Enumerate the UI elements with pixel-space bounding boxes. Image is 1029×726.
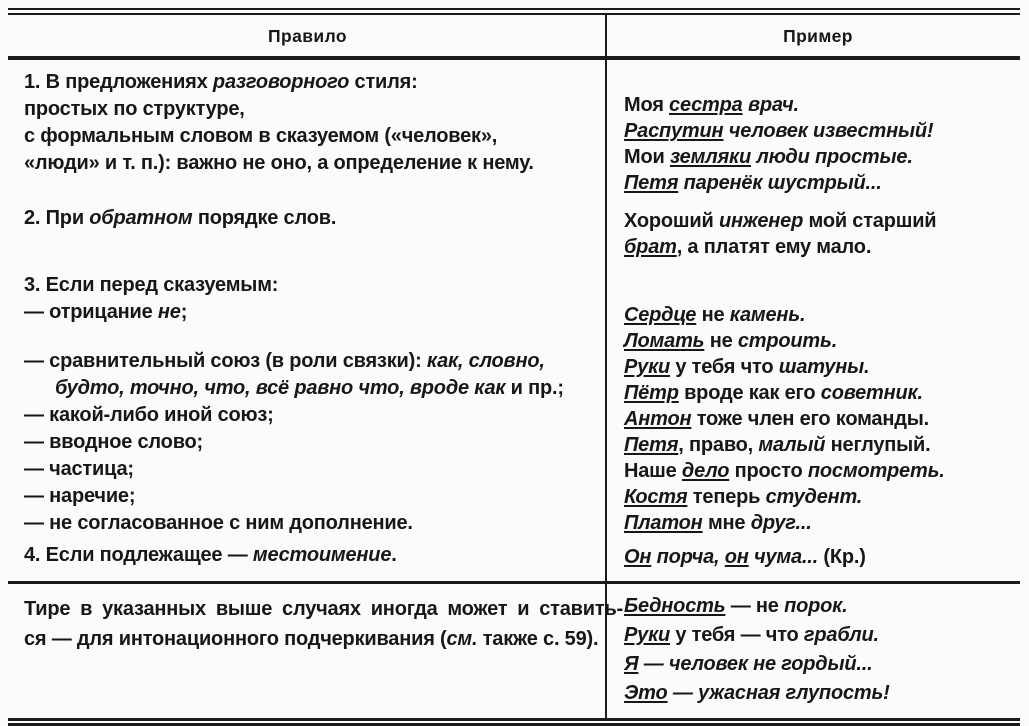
text-line: Распутин человек известный! [624,120,934,142]
text-line: Антон тоже член его команды. [624,408,929,430]
text-line: — наречие; [24,485,136,507]
header-rule-label: Правило [8,15,607,56]
text-line: — сравнительный союз (в роли связки): как, словно, [24,350,545,372]
example-3-block [624,302,1012,536]
text-line: — частица; [24,458,134,480]
text-line: 1. В предложениях разговорного стиля: [24,71,418,93]
text-line: Бедность — не порок. [624,595,848,617]
text-line: Мои земляки люди простые. [624,146,913,168]
text-line: Руки у тебя — что грабли. [624,624,879,646]
table-footer-row [8,584,1020,718]
text-line: ся — для интонационного подчеркивания (см. также с. 59). [24,628,599,650]
footer-rule-cell [8,584,623,718]
examples-column [607,60,1020,581]
header-example-label: Пример [783,26,853,46]
text-line: 3. Если перед сказуемым: [24,274,279,296]
text-line: Пётр вроде как его советник. [624,382,923,404]
text-line: Петя паренёк шустрый... [624,172,882,194]
rule-3-block [24,272,591,537]
text-line: — какой-либо иной союз; [24,404,274,426]
rules-column [8,60,607,581]
text-line: Тире в указанных выше случаях иногда может и ставить- [24,598,623,620]
text-line: — отрицание не; [24,301,188,323]
table-body-row [8,60,1020,584]
text-line: Петя, право, малый неглупый. [624,434,931,456]
text-line: Ломать не строить. [624,330,838,352]
text-line [24,326,591,348]
text-line: Хороший инженер мой старший [624,210,937,232]
text-line: 4. Если подлежащее — местоимение. [24,544,397,566]
table-header-row [8,15,1020,60]
text-line: Это — ужасная глупость! [624,682,890,704]
rule-1-block [24,69,591,177]
text-line: с формальным словом в сказуемом («человек», [24,125,498,147]
example-4-block [624,544,1012,570]
dash-rules-table [8,8,1020,726]
rule-4-block [24,542,591,569]
text-line: Наше дело просто посмотреть. [624,460,945,482]
text-line: Сердце не камень. [624,304,806,326]
text-line: Он порча, он чума... (Кр.) [624,546,866,568]
text-line: Руки у тебя что шатуны. [624,356,870,378]
text-line: Я — человек не гордый... [624,653,873,675]
example-2-block [624,208,1012,260]
text-line: — вводное слово; [24,431,203,453]
scanned-grammar-table-page [8,8,1021,704]
text-line: «люди» и т. п.): важно не оно, а определение к нему. [24,152,534,174]
text-line: Моя сестра врач. [624,94,799,116]
text-line: Платон мне друг... [624,512,812,534]
text-line: 2. При обратном порядке слов. [24,207,337,229]
text-line: простых по структуре, [24,98,245,120]
example-1-block [624,92,1012,196]
text-line: брат, а платят ему мало. [624,236,872,258]
rule-2-block [24,205,591,232]
footer-example-cell [607,584,1020,718]
text-line: Костя теперь студент. [624,486,863,508]
text-line: — не согласованное с ним дополнение. [24,512,413,534]
text-line: будто, точно, что, всё равно что, вроде как и пр.; [55,377,564,399]
